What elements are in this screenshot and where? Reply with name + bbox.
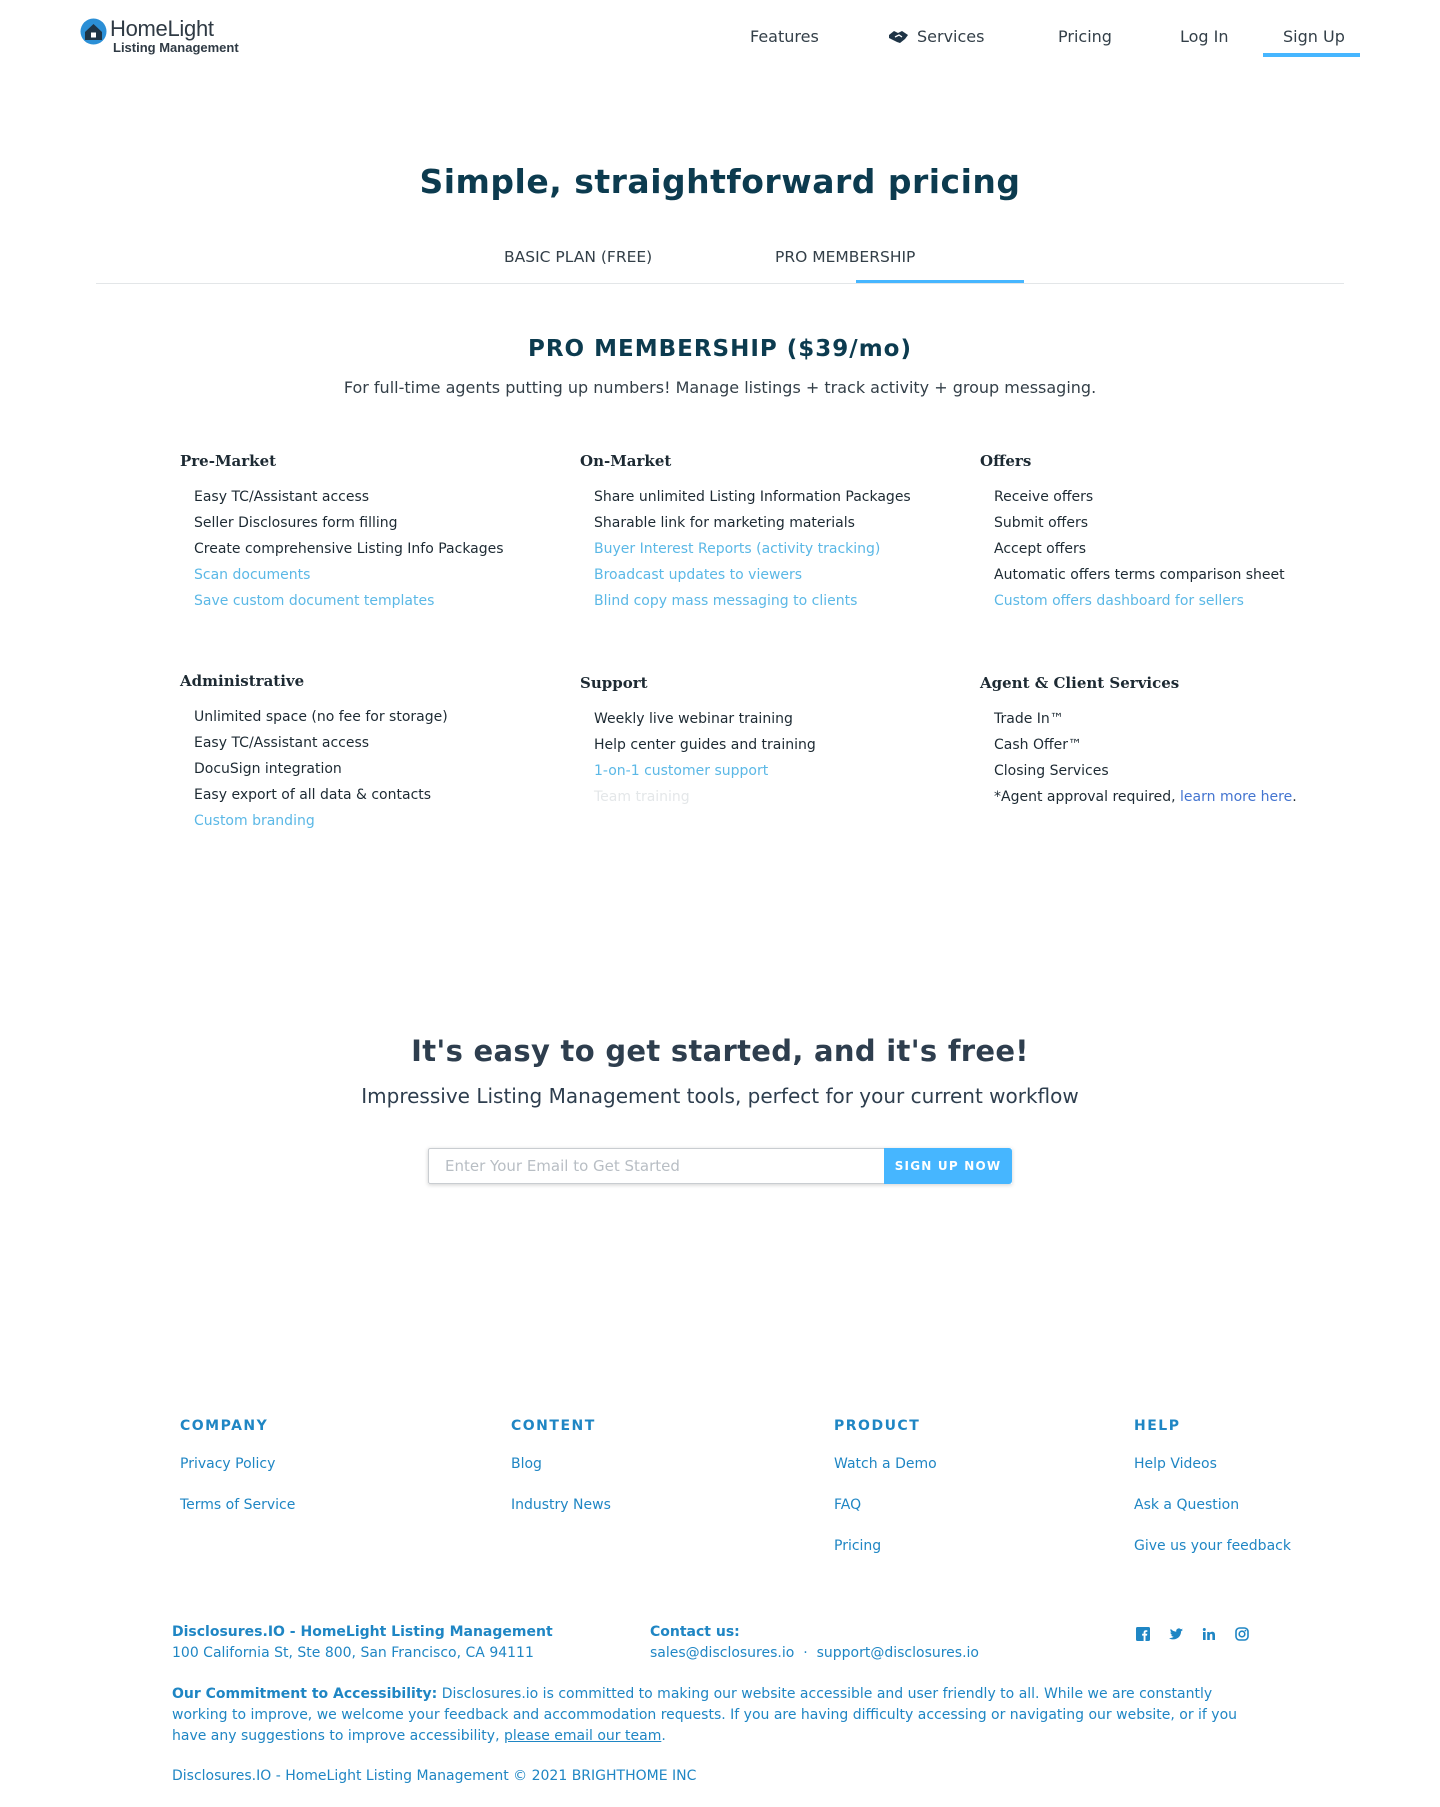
feature-item-pro: Custom branding bbox=[194, 813, 315, 829]
nav-services[interactable] bbox=[888, 27, 984, 46]
company-name: Disclosures.IO - HomeLight Listing Management bbox=[172, 1624, 553, 1640]
feature-item: Accept offers bbox=[994, 541, 1087, 557]
feature-item: Weekly live webinar training bbox=[594, 711, 793, 727]
plan-title: PRO MEMBERSHIP ($39/mo) bbox=[527, 336, 912, 362]
company-address: 100 California St, Ste 800, San Francisco, CA 94111 bbox=[172, 1645, 534, 1661]
learn-more-link[interactable]: learn more here bbox=[1180, 789, 1293, 805]
accessibility-statement bbox=[172, 1684, 1272, 1747]
handshake-icon bbox=[888, 29, 909, 45]
tab-pro-membership[interactable]: PRO MEMBERSHIP bbox=[775, 248, 916, 266]
feature-heading: Administrative bbox=[180, 672, 305, 690]
cta-title: It's easy to get started, and it's free! bbox=[411, 1034, 1029, 1068]
footer-link-pricing[interactable]: Pricing bbox=[834, 1538, 882, 1554]
feature-item-pro: Custom offers dashboard for sellers bbox=[994, 593, 1244, 609]
feature-item: Help center guides and training bbox=[594, 737, 816, 753]
instagram-icon[interactable] bbox=[1235, 1626, 1249, 1640]
contact-label: Contact us: bbox=[650, 1624, 740, 1640]
house-logo-icon bbox=[80, 18, 107, 45]
twitter-icon[interactable] bbox=[1169, 1626, 1183, 1640]
contact-info bbox=[650, 1622, 979, 1664]
plan-tabs bbox=[96, 246, 1344, 284]
footer-heading: HELP bbox=[1134, 1418, 1181, 1434]
accessibility-label: Our Commitment to Accessibility: bbox=[172, 1686, 438, 1702]
feature-item: DocuSign integration bbox=[194, 761, 342, 777]
agent-approval-note bbox=[994, 784, 1340, 810]
feature-heading: Agent & Client Services bbox=[980, 674, 1180, 692]
footer-link-faq[interactable]: FAQ bbox=[834, 1497, 862, 1513]
linkedin-icon[interactable] bbox=[1202, 1626, 1216, 1640]
cta-subtitle: Impressive Listing Management tools, perfect for your current workflow bbox=[361, 1084, 1079, 1108]
feature-item: Seller Disclosures form filling bbox=[194, 515, 398, 531]
feature-group-offers bbox=[980, 452, 1340, 614]
feature-item: Submit offers bbox=[994, 515, 1088, 531]
footer-column-company bbox=[180, 1418, 295, 1536]
feature-item: Cash Offer™ bbox=[994, 737, 1083, 753]
feature-heading: Offers bbox=[980, 452, 1032, 470]
contact-separator: · bbox=[803, 1645, 808, 1661]
copyright: Disclosures.IO - HomeLight Listing Management © 2021 BRIGHTHOME INC bbox=[172, 1768, 697, 1784]
feature-item-pro: Broadcast updates to viewers bbox=[594, 567, 803, 583]
feature-item: Sharable link for marketing materials bbox=[594, 515, 855, 531]
sign-up-now-button[interactable]: SIGN UP NOW bbox=[884, 1148, 1012, 1184]
facebook-icon[interactable] bbox=[1136, 1626, 1150, 1640]
logo-name: HomeLight bbox=[110, 16, 214, 41]
feature-item-pro: Buyer Interest Reports (activity tracking) bbox=[594, 541, 881, 557]
nav-active-underline bbox=[1263, 53, 1360, 57]
feature-item: Closing Services bbox=[994, 763, 1109, 779]
footer-heading: CONTENT bbox=[511, 1418, 596, 1434]
approval-period: . bbox=[1292, 789, 1297, 805]
feature-group-support bbox=[580, 674, 940, 810]
footer-link-terms-of-service[interactable]: Terms of Service bbox=[180, 1497, 296, 1513]
plan-description: For full-time agents putting up numbers! Manage listings + track activity + group messaging. bbox=[343, 378, 1097, 397]
site-header bbox=[0, 0, 1440, 76]
company-info bbox=[172, 1622, 553, 1664]
accessibility-text: Disclosures.io is committed to making our website accessible and user friendly to all. While we are constantly working to improve, we welcome your feedback and accommodation requests. If you are having difficulty accessing or navigating our website, or if you have any suggestions to improve accessibility, bbox=[172, 1686, 1238, 1744]
email-team-link[interactable]: please email our team bbox=[503, 1728, 662, 1744]
feature-group-on-market bbox=[580, 452, 940, 614]
page-title: Simple, straightforward pricing bbox=[419, 162, 1021, 201]
logo-subtitle: Listing Management bbox=[113, 40, 239, 55]
accessibility-end: . bbox=[661, 1728, 666, 1744]
support-email-link[interactable]: support@disclosures.io bbox=[816, 1645, 979, 1661]
footer-link-watch-demo[interactable]: Watch a Demo bbox=[834, 1456, 937, 1472]
approval-text: *Agent approval required, bbox=[994, 789, 1176, 805]
feature-item-pro: Scan documents bbox=[194, 567, 311, 583]
footer-heading: PRODUCT bbox=[834, 1418, 921, 1434]
email-input[interactable] bbox=[428, 1148, 884, 1184]
feature-item: Automatic offers terms comparison sheet bbox=[994, 567, 1285, 583]
nav-login[interactable]: Log In bbox=[1180, 27, 1229, 46]
footer-link-blog[interactable]: Blog bbox=[511, 1456, 542, 1472]
feature-item: Share unlimited Listing Information Packages bbox=[594, 489, 911, 505]
nav-pricing[interactable]: Pricing bbox=[1058, 27, 1112, 46]
social-links bbox=[1136, 1626, 1249, 1640]
feature-item-disabled: Team training bbox=[594, 789, 690, 805]
footer-column-product bbox=[834, 1418, 937, 1577]
nav-services-label: Services bbox=[917, 27, 985, 46]
tab-basic-plan[interactable]: BASIC PLAN (FREE) bbox=[504, 248, 653, 266]
feature-heading: On-Market bbox=[580, 452, 672, 470]
feature-item-pro: Save custom document templates bbox=[194, 593, 435, 609]
feature-item-pro: 1-on-1 customer support bbox=[594, 763, 769, 779]
footer-link-ask-question[interactable]: Ask a Question bbox=[1134, 1497, 1240, 1513]
feature-item: Receive offers bbox=[994, 489, 1094, 505]
feature-item: Unlimited space (no fee for storage) bbox=[194, 709, 448, 725]
feature-group-pre-market bbox=[180, 452, 540, 614]
feature-group-agent-client-services bbox=[980, 674, 1340, 810]
feature-heading: Pre-Market bbox=[180, 452, 277, 470]
feature-heading: Support bbox=[580, 674, 648, 692]
feature-item: Easy TC/Assistant access bbox=[194, 489, 370, 505]
feature-item: Create comprehensive Listing Info Packages bbox=[194, 541, 504, 557]
nav-signup[interactable]: Sign Up bbox=[1283, 27, 1345, 46]
feature-item: Trade In™ bbox=[994, 711, 1064, 727]
feature-item: Easy export of all data & contacts bbox=[194, 787, 432, 803]
footer-link-industry-news[interactable]: Industry News bbox=[511, 1497, 611, 1513]
sales-email-link[interactable]: sales@disclosures.io bbox=[650, 1645, 795, 1661]
feature-item-pro: Blind copy mass messaging to clients bbox=[594, 593, 858, 609]
footer-link-help-videos[interactable]: Help Videos bbox=[1134, 1456, 1217, 1472]
feature-item: Easy TC/Assistant access bbox=[194, 735, 370, 751]
homelight-logo[interactable] bbox=[80, 18, 239, 54]
nav-features[interactable]: Features bbox=[750, 27, 819, 46]
footer-column-help bbox=[1134, 1418, 1291, 1577]
tab-active-indicator bbox=[856, 280, 1024, 283]
signup-form bbox=[428, 1148, 1012, 1184]
feature-group-administrative bbox=[180, 672, 540, 834]
footer-link-privacy-policy[interactable]: Privacy Policy bbox=[180, 1456, 276, 1472]
footer-heading: COMPANY bbox=[180, 1418, 269, 1434]
footer-link-feedback[interactable]: Give us your feedback bbox=[1134, 1538, 1291, 1554]
footer-column-content bbox=[511, 1418, 611, 1536]
